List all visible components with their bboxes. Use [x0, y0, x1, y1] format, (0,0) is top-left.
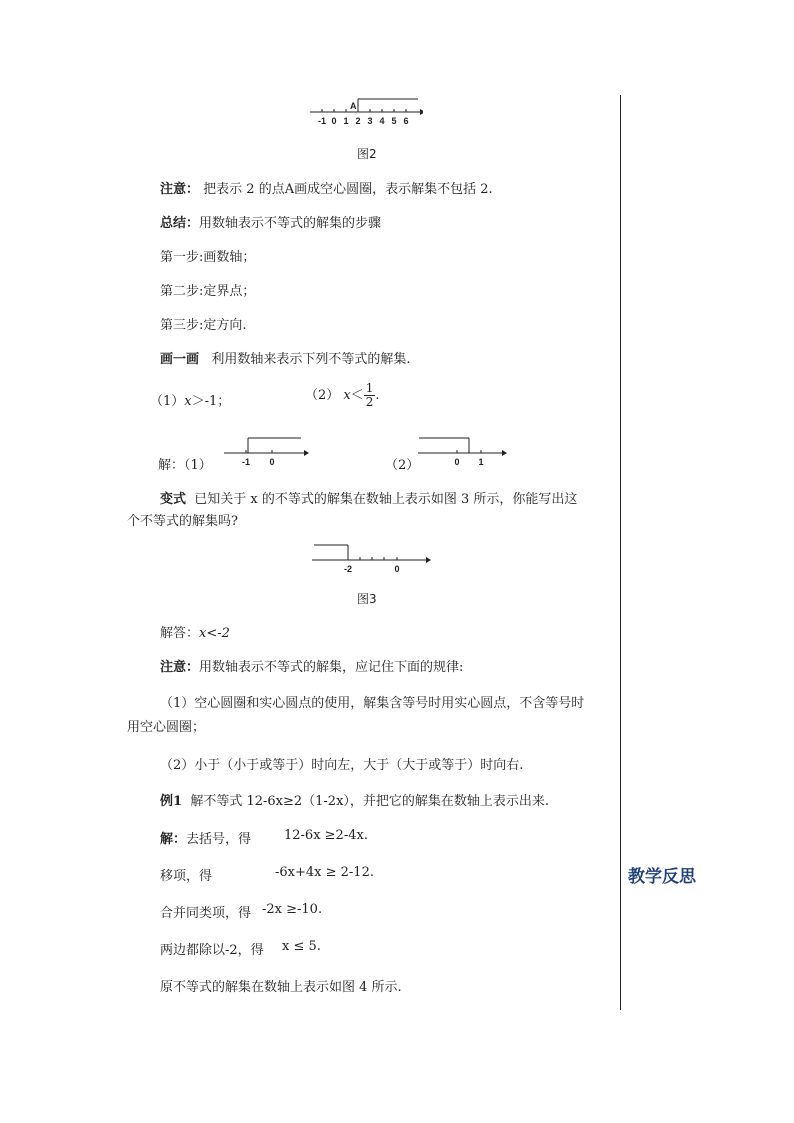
answer-label-2: （2） — [385, 458, 420, 473]
variant-line2: 个不等式的解集吗? — [127, 514, 238, 529]
tick-label: 0 — [269, 457, 275, 467]
note2-text: 用数轴表示不等式的解集，应记住下面的规律: — [199, 660, 464, 675]
variant-label: 变式 — [160, 492, 187, 507]
problem-2-fraction — [364, 382, 376, 409]
tick-label: 0 — [331, 116, 337, 126]
solution-expr-1: 12-6x ≥2-4x. — [284, 828, 368, 843]
solution-expr-2: -6x+4x ≥ 2-12. — [275, 865, 374, 880]
problem-2-end: . — [375, 388, 380, 403]
fig3-caption: 图3 — [357, 592, 377, 606]
fraction-numerator: 1 — [365, 381, 374, 395]
table-divider — [620, 95, 621, 1010]
problem-2 — [305, 382, 380, 409]
example-label: 例1 — [160, 794, 183, 809]
problem-2-num: （2） — [305, 388, 340, 403]
tick-label: 0 — [394, 564, 400, 574]
tick-label: -1 — [317, 116, 327, 126]
problem-2-op: ＜ — [350, 388, 364, 403]
solution-expr-3: -2x ≥-10. — [262, 902, 323, 917]
note1-label: 注意： — [160, 182, 200, 197]
problem-1-rest: ＞-1； — [191, 394, 231, 409]
tick-label: 5 — [391, 116, 397, 126]
number-line-ans1 — [222, 434, 310, 468]
draw-instruction — [160, 348, 411, 367]
variant-text: 已知关于 x 的不等式的解集在数轴上表示如图 3 所示，你能写出这 — [194, 492, 578, 507]
tick-label: 1 — [343, 116, 349, 126]
step-1: 第一步:画数轴； — [160, 250, 256, 265]
step-2: 第二步:定界点； — [160, 284, 256, 299]
solution-label: 解： — [160, 832, 187, 847]
problem-2-var: x — [343, 388, 351, 403]
answer-text: x<-2 — [199, 626, 230, 641]
tick-label: 0 — [454, 457, 460, 467]
problem-1 — [150, 390, 230, 409]
solution-step-1 — [160, 828, 251, 847]
conclusion: 原不等式的解集在数轴上表示如图 4 所示. — [160, 980, 402, 995]
solution-step-3: 合并同类项，得 — [160, 906, 252, 921]
note2 — [160, 656, 463, 675]
tick-label: 2 — [355, 116, 361, 126]
number-line-ans2 — [416, 434, 508, 468]
summary-label: 总结： — [160, 216, 200, 231]
answer-label-1: 解：（1） — [158, 458, 212, 473]
number-line-fig2 — [308, 94, 423, 128]
solution-expr-4: x ≤ 5. — [282, 939, 321, 954]
fig2-caption: 图2 — [357, 147, 377, 161]
draw-label: 画一画 — [160, 352, 200, 367]
solution-step-text: 去括号，得 — [186, 832, 252, 847]
tick-label: 3 — [367, 116, 373, 126]
rule1-line2: 用空心圆圈； — [127, 720, 206, 735]
summary — [160, 212, 381, 231]
number-line-fig3 — [310, 540, 432, 574]
problem-1-var: x — [184, 394, 192, 409]
draw-text: 利用数轴来表示下列不等式的解集. — [211, 352, 411, 367]
tick-label: -2 — [343, 564, 353, 574]
variant-line1 — [160, 488, 577, 507]
solution-step-2: 移项，得 — [160, 869, 213, 884]
reflection-title: 教学反思 — [628, 867, 696, 887]
answer — [160, 622, 230, 641]
note1 — [160, 178, 493, 197]
fraction-denominator: 2 — [365, 395, 374, 409]
point-a-label: A — [350, 101, 357, 111]
note1-text: 把表示 2 的点A画成空心圆圈，表示解集不包括 2. — [203, 182, 493, 197]
summary-text: 用数轴表示不等式的解集的步骤 — [199, 216, 382, 231]
note2-label: 注意： — [160, 660, 200, 675]
tick-label: -1 — [241, 457, 251, 467]
tick-label: 4 — [379, 116, 385, 126]
example — [160, 790, 549, 809]
problem-1-num: （1） — [150, 394, 185, 409]
rule1-line1: （1）空心圆圈和实心圆点的使用，解集含等号时用实心圆点，不含等号时 — [160, 696, 585, 711]
tick-label: 1 — [478, 457, 484, 467]
tick-label: 6 — [403, 116, 409, 126]
solution-step-4: 两边都除以-2，得 — [160, 943, 264, 958]
rule2: （2）小于（小于或等于）时向左，大于（大于或等于）时向右. — [160, 758, 524, 773]
step-3: 第三步:定方向. — [160, 318, 247, 333]
example-text: 解不等式 12-6x≥2（1-2x），并把它的解集在数轴上表示出来. — [190, 794, 550, 809]
answer-label: 解答： — [160, 626, 200, 641]
